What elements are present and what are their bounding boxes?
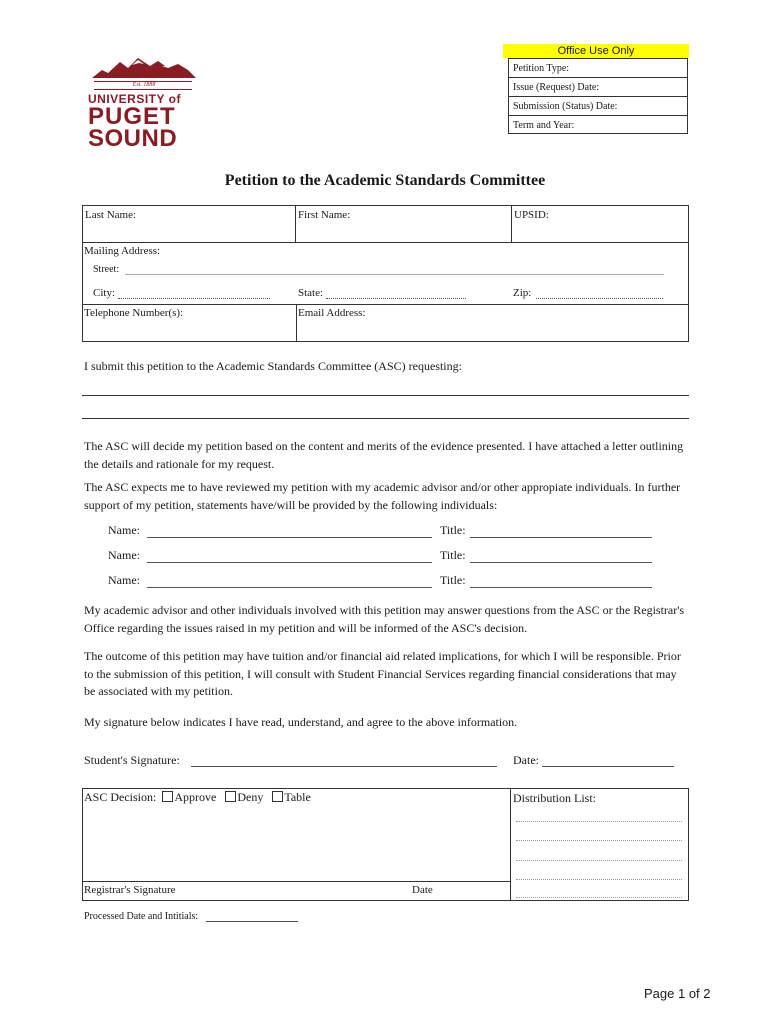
state-label: State: — [298, 287, 324, 299]
paragraph-evidence: The ASC will decide my petition based on the content and merits of the evidence presented. I have attached a letter outlining the details and rationale for my request. — [84, 439, 684, 471]
university-logo — [88, 56, 200, 152]
distribution-line-3[interactable] — [516, 860, 682, 861]
date-label: Date: — [513, 753, 539, 767]
state-input-line[interactable] — [326, 298, 466, 299]
distribution-line-1[interactable] — [516, 821, 682, 822]
asc-decision-label: ASC Decision: — [84, 790, 157, 804]
title-input-2[interactable] — [470, 562, 652, 563]
name-input-1[interactable] — [147, 537, 432, 538]
street-input-line[interactable] — [125, 274, 664, 275]
paragraph-agreement: My signature below indicates I have read, understand, and agree to the above information. — [84, 715, 518, 729]
telephone-field[interactable]: Telephone Number(s): — [84, 307, 184, 319]
deny-checkbox[interactable] — [225, 790, 263, 804]
title-input-1[interactable] — [470, 537, 652, 538]
divider — [296, 304, 297, 342]
office-petition-type: Petition Type: — [509, 59, 687, 78]
upsid-field[interactable] — [512, 206, 688, 242]
zip-label: Zip: — [513, 287, 532, 299]
logo-line-puget: PUGET — [88, 103, 176, 130]
paragraph-financial: The outcome of this petition may have tuition and/or financial aid related implications, for which I will be responsible. Prior to the submission of this petition, I will consult with Student Financial Services regarding financial considerations that may be associated with my petition. — [84, 649, 681, 698]
name-label-2: Name: — [108, 548, 140, 562]
title-label-2: Title: — [440, 548, 466, 562]
distribution-line-5[interactable] — [516, 897, 682, 898]
table-label: Table — [284, 790, 311, 804]
approve-label: Approve — [174, 790, 217, 804]
city-input-line[interactable] — [118, 298, 270, 299]
paragraph-advisor: The ASC expects me to have reviewed my petition with my academic advisor and/or other appropiate individuals. In further support of my petition, statements have/will be provided by the following individuals: — [84, 480, 681, 512]
mountain-logo-icon — [92, 56, 196, 78]
distribution-list-label: Distribution List: — [513, 791, 597, 805]
office-use-box — [508, 58, 688, 134]
checkbox-icon — [272, 791, 283, 802]
upsid-label: UPSID: — [514, 209, 549, 221]
office-submission-date: Submission (Status) Date: — [509, 97, 687, 116]
office-term-year: Term and Year: — [513, 120, 575, 131]
page-number: Page 1 of 2 — [644, 986, 711, 1001]
address-box — [82, 243, 689, 342]
name-label-1: Name: — [108, 523, 140, 537]
divider — [82, 304, 689, 305]
approve-checkbox[interactable] — [162, 790, 216, 804]
title-label-1: Title: — [440, 523, 466, 537]
last-name-field[interactable] — [83, 206, 296, 242]
logo-established: Est. 1888 — [132, 82, 156, 88]
title-label-3: Title: — [440, 573, 466, 587]
registrar-date-label: Date — [412, 884, 433, 896]
distribution-line-2[interactable] — [516, 840, 682, 841]
mailing-address-label: Mailing Address: — [84, 245, 161, 257]
table-checkbox[interactable] — [272, 790, 310, 804]
title-input-3[interactable] — [470, 587, 652, 588]
paragraph-consent: My academic advisor and other individuals involved with this petition may answer questions from the ASC or the Registrar's Office regarding the issues raised in my petition and will be informed of the ASC's decision. — [84, 603, 685, 635]
divider — [510, 788, 511, 901]
email-field[interactable]: Email Address: — [298, 307, 366, 319]
street-label: Street: — [93, 264, 120, 275]
checkbox-icon — [162, 791, 173, 802]
processed-date-label: Processed Date and Intitials: — [84, 911, 199, 922]
request-line-2[interactable] — [82, 418, 689, 419]
registrar-signature-label: Registrar's Signature — [84, 884, 176, 896]
zip-input-line[interactable] — [536, 298, 663, 299]
name-label-3: Name: — [108, 573, 140, 587]
asc-decision-row — [84, 790, 311, 805]
name-table — [82, 205, 689, 243]
name-input-2[interactable] — [147, 562, 432, 563]
deny-label: Deny — [237, 790, 264, 804]
registrar-signature-line[interactable] — [82, 881, 510, 882]
city-label: City: — [93, 287, 116, 299]
first-name-label: First Name: — [298, 209, 351, 221]
logo-line-university: UNIVERSITY of — [88, 92, 181, 106]
office-issue-date: Issue (Request) Date: — [509, 78, 687, 97]
request-line-1[interactable] — [82, 395, 689, 396]
date-line[interactable] — [542, 766, 674, 767]
distribution-line-4[interactable] — [516, 879, 682, 880]
office-use-title: Office Use Only — [503, 44, 689, 58]
student-signature-line[interactable] — [191, 766, 497, 767]
request-intro: I submit this petition to the Academic Standards Committee (ASC) requesting: — [84, 359, 462, 373]
page-title: Petition to the Academic Standards Committee — [224, 172, 546, 189]
name-input-3[interactable] — [147, 587, 432, 588]
logo-line-sound: SOUND — [88, 125, 178, 152]
first-name-field[interactable] — [296, 206, 512, 242]
checkbox-icon — [225, 791, 236, 802]
last-name-label: Last Name: — [85, 209, 137, 221]
student-signature-label: Student's Signature: — [84, 753, 180, 767]
processed-date-line[interactable] — [206, 921, 298, 922]
